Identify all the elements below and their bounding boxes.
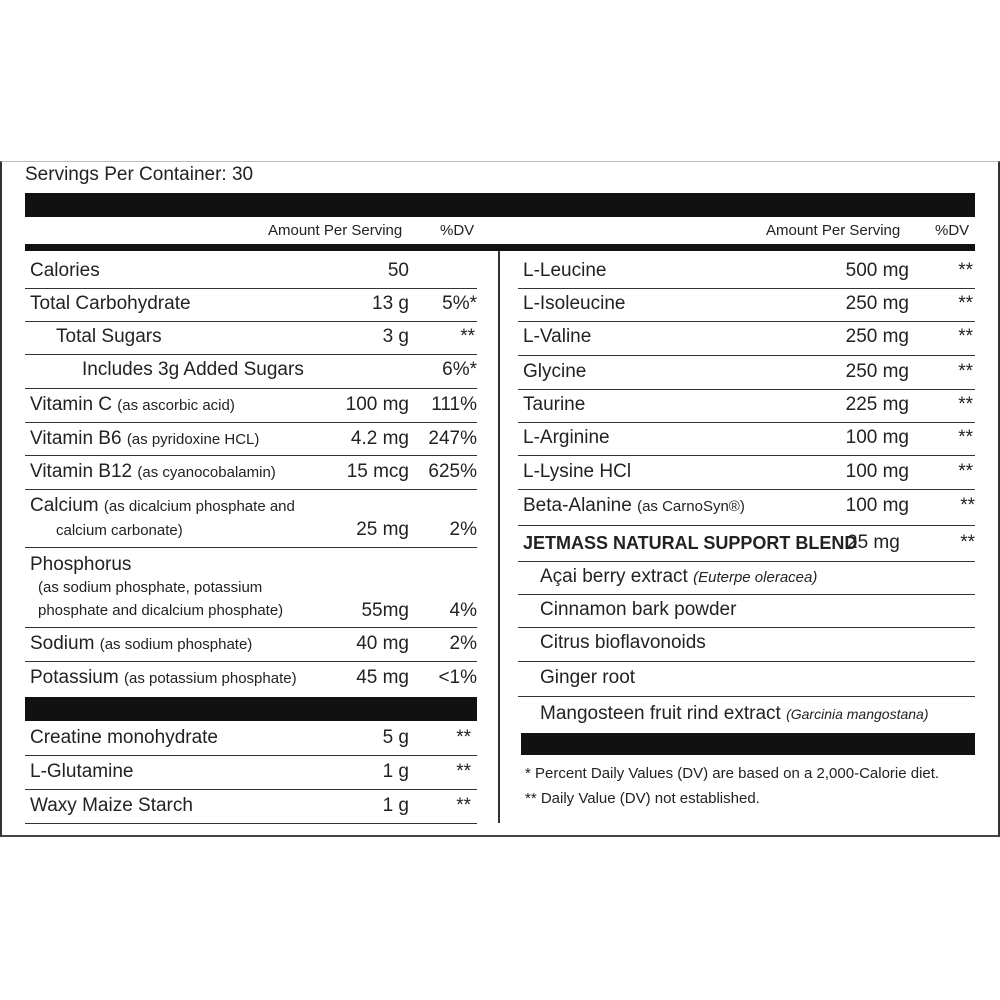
blend-item-mangosteen: Mangosteen fruit rind extract (Garcinia mangostana) (540, 703, 929, 724)
nutrient-row-vitamin-c: Vitamin C (as ascorbic acid) 100 mg 111% (25, 389, 477, 423)
ingredient-row-glutamine: L-Glutamine 1 g ** (25, 756, 477, 790)
footnote-percent-dv: * Percent Daily Values (DV) are based on a 2,000-Calorie diet. (525, 765, 940, 782)
nutrient-row-carbohydrate: Total Carbohydrate 13 g 5%* (25, 289, 477, 322)
ingredient-row-waxy-maize: Waxy Maize Starch 1 g ** (25, 790, 477, 824)
nutrient-row-potassium: Potassium (as potassium phosphate) 45 mg <1% (30, 667, 477, 688)
amino-row-leucine: L-Leucine 500 mg ** (518, 256, 975, 289)
top-bar (25, 193, 975, 217)
blend-row: JETMASS NATURAL SUPPORT BLEND 25 mg ** (518, 526, 975, 562)
nutrient-row-added-sugars: Includes 3g Added Sugars 6%* (25, 355, 477, 389)
right-amount-header: Amount Per Serving (766, 222, 901, 239)
right-dv-header: %DV (935, 222, 970, 239)
nutrient-row-vitamin-b6: Vitamin B6 (as pyridoxine HCL) 4.2 mg 247% (25, 423, 477, 456)
servings-per-container: Servings Per Container: 30 (25, 164, 254, 185)
column-divider (498, 251, 500, 823)
nutrient-row-vitamin-b12: Vitamin B12 (as cyanocobalamin) 15 mcg 625% (25, 456, 477, 490)
amino-row-lysine: L-Lysine HCl 100 mg ** (518, 456, 975, 490)
left-section-bar (25, 697, 477, 721)
amino-row-arginine: L-Arginine 100 mg ** (518, 423, 975, 456)
blend-item-cinnamon: Cinnamon bark powder (518, 595, 975, 628)
amino-row-taurine: Taurine 225 mg ** (518, 390, 975, 423)
blend-item-citrus: Citrus bioflavonoids (518, 628, 975, 662)
right-section-bar (521, 733, 975, 755)
amino-row-glycine: Glycine 250 mg ** (518, 356, 975, 390)
amino-row-valine: L-Valine 250 mg ** (518, 322, 975, 356)
nutrient-row-calories: Calories 50 (25, 256, 477, 289)
left-amount-header: Amount Per Serving (268, 222, 403, 239)
nutrient-row-calcium: Calcium (as dicalcium phosphate and calcium carbonate) 25 mg 2% (25, 490, 477, 548)
footnote-dv-not-established: ** Daily Value (DV) not established. (525, 790, 760, 807)
nutrient-row-phosphorus: Phosphorus (as sodium phosphate, potassium phosphate and dicalcium phosphate) 55mg 4% (25, 548, 477, 628)
amino-row-isoleucine: L-Isoleucine 250 mg ** (518, 289, 975, 322)
nutrient-row-sugars: Total Sugars 3 g ** (25, 322, 477, 355)
blend-item-ginger: Ginger root (518, 662, 975, 697)
nutrient-row-sodium: Sodium (as sodium phosphate) 40 mg 2% (25, 628, 477, 662)
header-underline (25, 244, 975, 251)
ingredient-row-creatine: Creatine monohydrate 5 g ** (25, 722, 477, 756)
amino-row-beta-alanine: Beta-Alanine (as CarnoSyn®) 100 mg ** (518, 490, 975, 526)
blend-item-acai: Açai berry extract (Euterpe oleracea) (518, 562, 975, 595)
left-dv-header: %DV (440, 222, 475, 239)
